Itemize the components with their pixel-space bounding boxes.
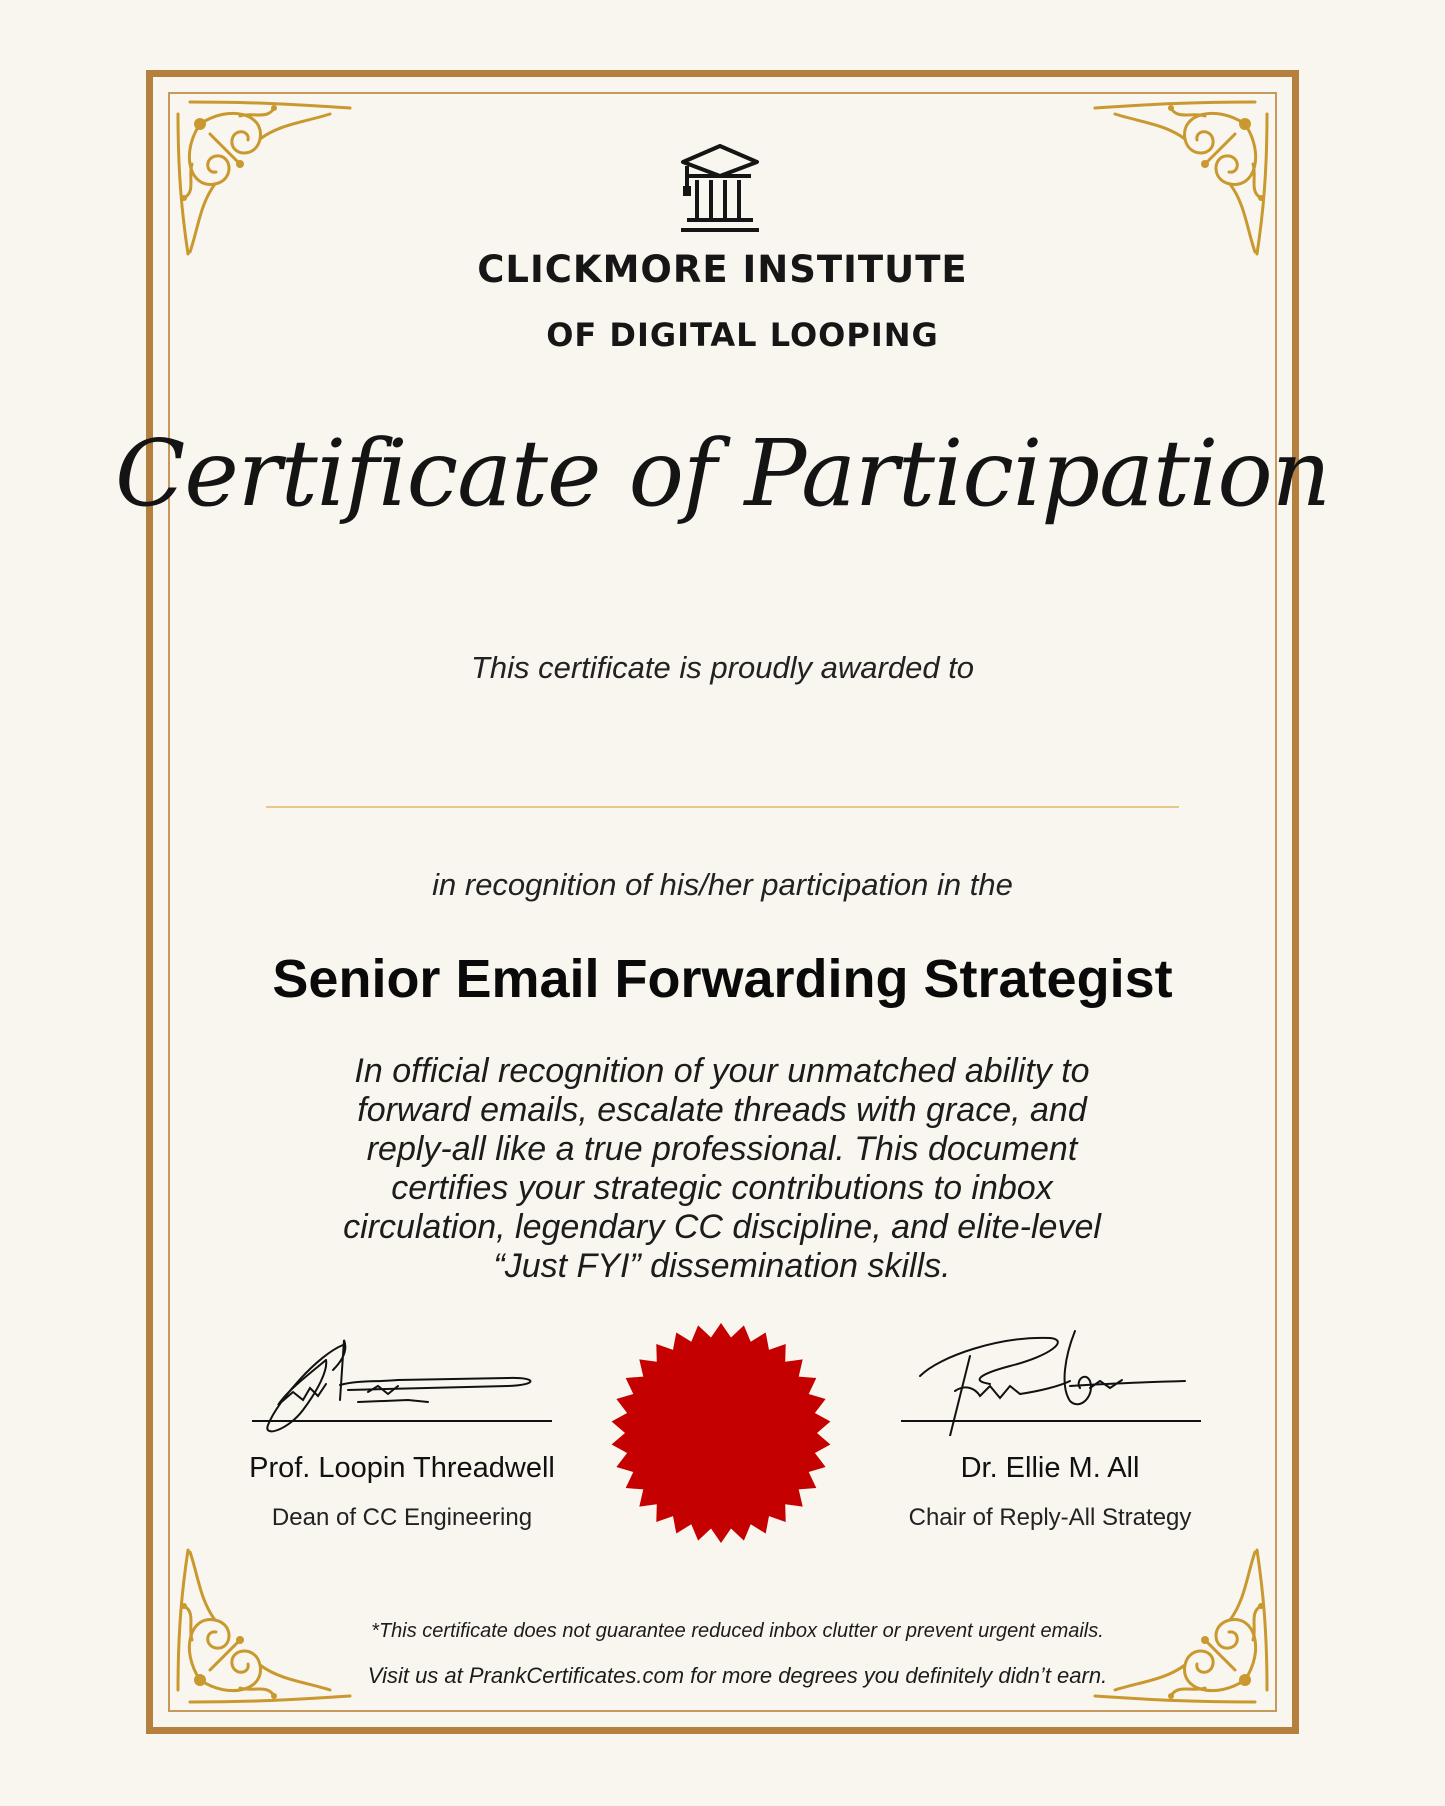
certificate-title: Certificate of Participation bbox=[114, 420, 1331, 527]
red-seal-icon bbox=[610, 1322, 832, 1544]
signatory-title-right: Chair of Reply-All Strategy bbox=[908, 1504, 1192, 1531]
corner-ornament-top-left bbox=[170, 94, 360, 264]
signature-line-right bbox=[901, 1420, 1201, 1422]
signatory-name-right: Dr. Ellie M. All bbox=[960, 1452, 1140, 1484]
institution-name: CLICKMORE INSTITUTE bbox=[477, 248, 968, 291]
signatory-name-left: Prof. Loopin Threadwell bbox=[249, 1452, 555, 1484]
description-paragraph: In official recognition of your unmatched ability to forward emails, escalate threads with grace, and reply-all like a true professional. This document certifies your strategic contributions to inbox circulation, legendary CC discipline, and elite-level “Just FYI” dissemination skills. bbox=[343, 1052, 1101, 1285]
recognition-text: in recognition of his/her participation in the bbox=[432, 867, 1013, 902]
academy-building-icon bbox=[675, 140, 765, 236]
corner-ornament-top-right bbox=[1085, 94, 1275, 264]
program-title: Senior Email Forwarding Strategist bbox=[272, 949, 1173, 1009]
signatory-title-left: Dean of CC Engineering bbox=[271, 1504, 533, 1531]
awarded-text: This certificate is proudly awarded to bbox=[470, 650, 975, 685]
signature-line-left bbox=[252, 1420, 552, 1422]
recipient-name-line bbox=[266, 806, 1179, 808]
signature-left bbox=[248, 1330, 558, 1440]
disclaimer-text: *This certificate does not guarantee reduced inbox clutter or prevent urgent emails. bbox=[371, 1620, 1104, 1642]
website-note: Visit us at PrankCertificates.com for more degrees you definitely didn’t earn. bbox=[367, 1663, 1108, 1688]
institution-subtitle: OF DIGITAL LOOPING bbox=[546, 316, 939, 354]
